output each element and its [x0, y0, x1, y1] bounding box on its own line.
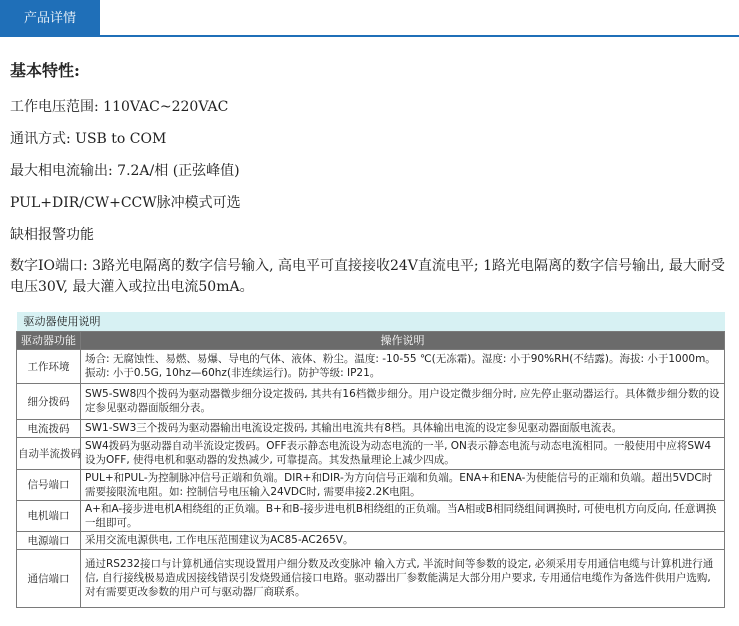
table-row: [17, 383, 725, 419]
row-label: 工作环境: [17, 349, 81, 383]
feature-io: 数字IO端口: 3路光电隔离的数字信号输入, 高电平可直接接收24V直流电平; 1路光电隔离的数字信号输出, 最大耐受电压30V, 最大灌入或拉出电流50mA。: [10, 258, 725, 295]
row-desc: 采用交流电源供电, 工作电压范围建议为AC85-AC265V。: [81, 531, 725, 549]
col-header-function: 驱动器功能: [17, 331, 81, 349]
row-label: 电机端口: [17, 500, 81, 531]
row-desc: SW1-SW3三个拨码为驱动器输出电流设定拨码, 其输出电流共有8档。具体输出电流的设定参见驱动器面版电流表。: [81, 419, 725, 437]
col-header-description: 操作说明: [81, 331, 725, 349]
tab-product-details[interactable]: 产品详情: [0, 0, 100, 37]
feature-alarm: 缺相报警功能: [10, 227, 94, 243]
row-label: 信号端口: [17, 469, 81, 500]
table-row: [17, 349, 725, 383]
table-row: [17, 437, 725, 469]
spec-table: [16, 312, 725, 608]
row-desc: 通过RS232接口与计算机通信实现设置用户细分数及改变脉冲 输入方式, 半流时间等参数的设定, 必须采用专用通信电缆与计算机进行通信, 自行接线极易造成因接线错误引发烧毁通信接口电路。驱动器出厂参数能满足大部分用户要求, 专用通信电缆作为备选件供用户选购, 对有需要更改参数的用户可与驱动器厂商联系。: [81, 549, 725, 607]
table-row: [17, 549, 725, 607]
table-caption: 驱动器使用说明: [17, 312, 725, 331]
row-desc: A+和A-接步进电机A相绕组的正负端。B+和B-接步进电机B相绕组的正负端。当A相或B相同绕组间调换时, 可使电机方向反向, 任意调换一组即可。: [81, 500, 725, 531]
row-desc: 场合: 无腐蚀性、易燃、易爆、导电的气体、液体、粉尘。温度: -10-55 ℃(无冻霜)。湿度: 小于90%RH(不结露)。海拔: 小于1000m。振动: 小于0.5G, 10hz—60hz(非连续运行)。防护等级: IP21。: [81, 349, 725, 383]
feature-pulse-mode: PUL+DIR/CW+CCW脉冲模式可选: [10, 195, 241, 211]
feature-comm: 通讯方式: USB to COM: [10, 131, 167, 147]
row-desc: SW5-SW8四个拨码为驱动器微步细分设定拨码, 其共有16档微步细分。用户设定微步细分时, 应先停止驱动器运行。具体微步细分数的设定参见驱动器面版细分表。: [81, 383, 725, 419]
row-desc: PUL+和PUL-为控制脉冲信号正端和负端。DIR+和DIR-为方向信号正端和负端。ENA+和ENA-为使能信号的正端和负端。超出5VDC时需要接限流电阻。如: 控制信号电压输入24VDC时, 需要串接2.2K电阻。: [81, 469, 725, 500]
row-label: 自动半流拨码: [17, 437, 81, 469]
table-row: [17, 500, 725, 531]
table-row: [17, 531, 725, 549]
row-label: 通信端口: [17, 549, 81, 607]
row-label: 电流拨码: [17, 419, 81, 437]
row-desc: SW4拨码为驱动器自动半流设定拨码。OFF表示静态电流设为动态电流的一半, ON表示静态电流与动态电流相同。一般使用中应将SW4设为OFF, 使得电机和驱动器的发热减少, 可靠提高。其发热量理论上减少四成。: [81, 437, 725, 469]
tab-bar: [0, 0, 739, 37]
table-row: [17, 419, 725, 437]
feature-voltage: 工作电压范围: 110VAC~220VAC: [10, 99, 229, 115]
features-section: [10, 56, 735, 298]
feature-current: 最大相电流输出: 7.2A/相 (正弦峰值): [10, 163, 240, 179]
table-row: [17, 469, 725, 500]
features-heading: 基本特性:: [10, 61, 80, 80]
row-label: 电源端口: [17, 531, 81, 549]
row-label: 细分拨码: [17, 383, 81, 419]
